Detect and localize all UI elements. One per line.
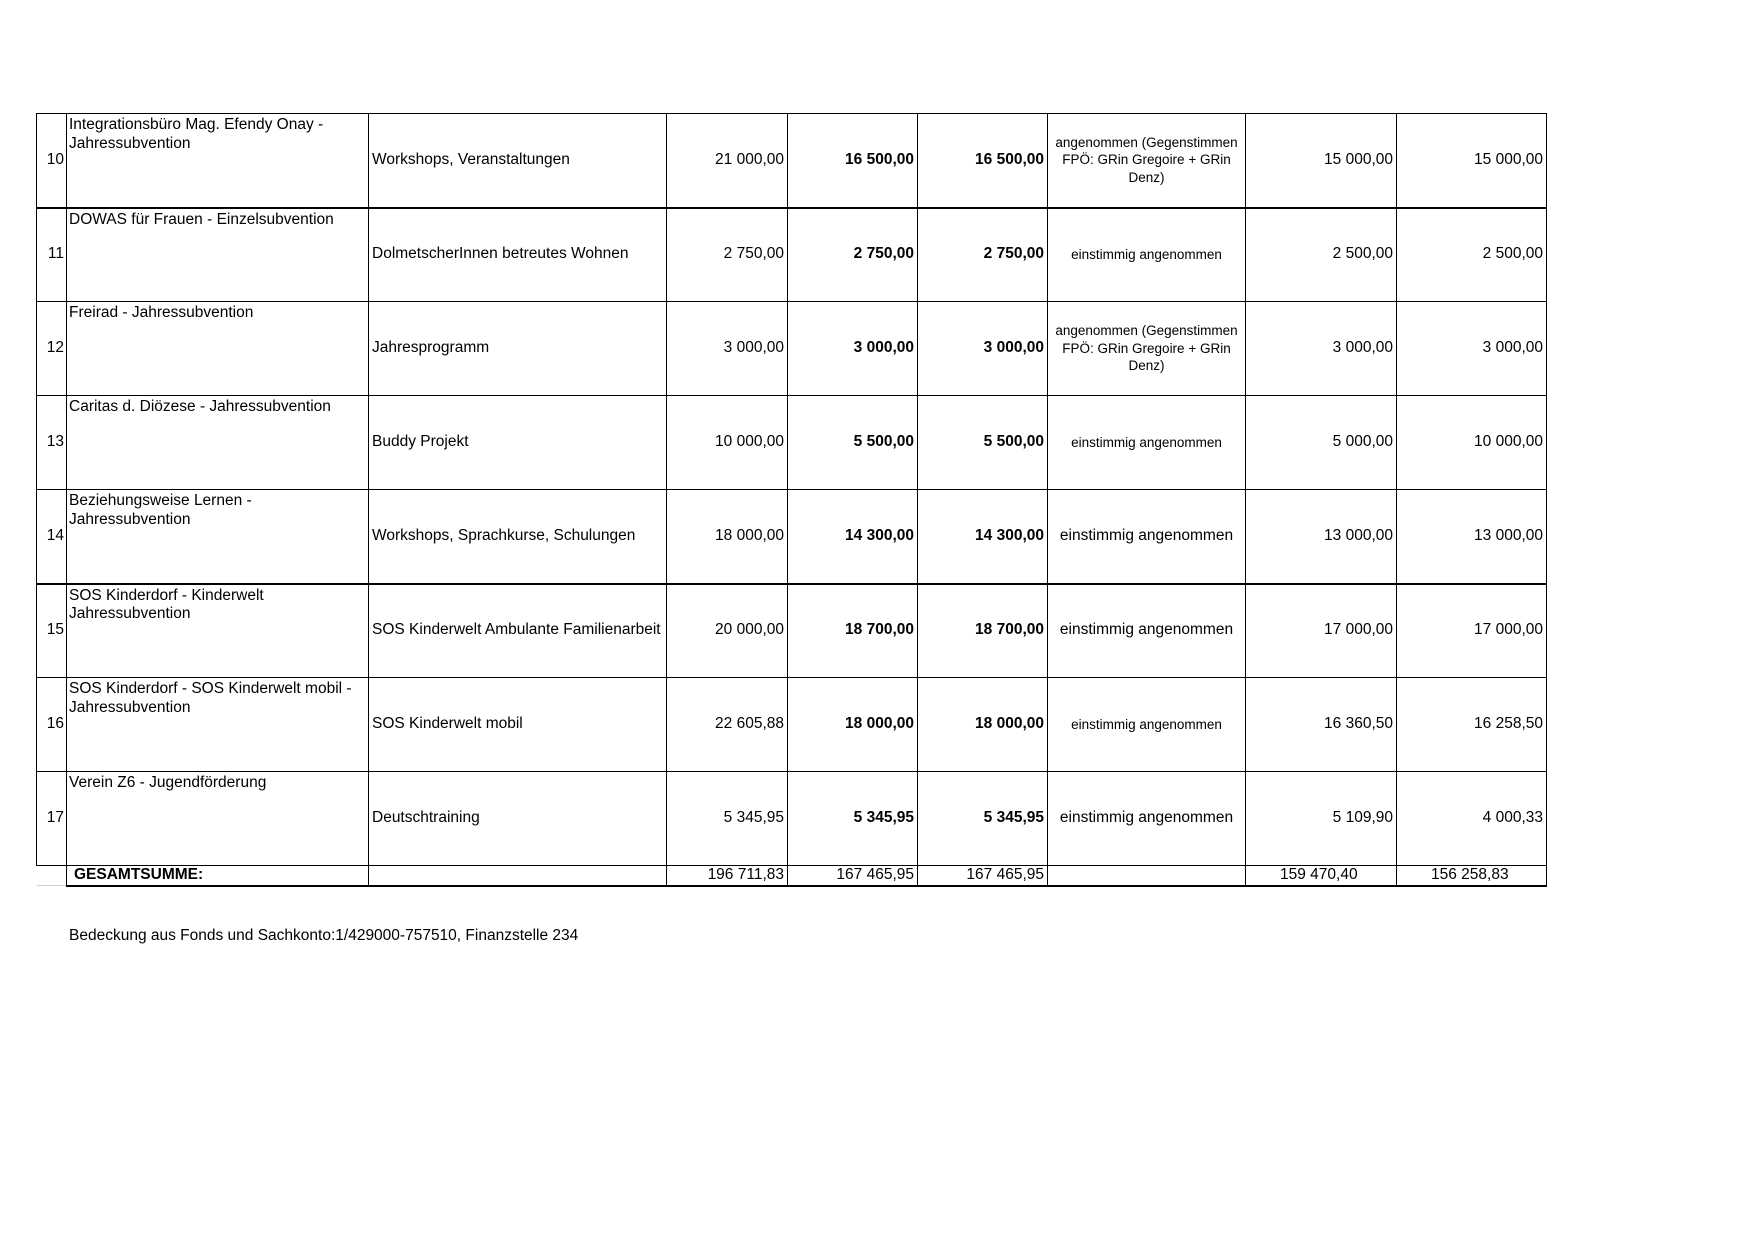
approved-amount: 2 750,00 [918, 208, 1048, 302]
prev-year-2-amount: 3 000,00 [1397, 302, 1547, 396]
subsidy-table [36, 113, 1547, 887]
row-number: 16 [37, 678, 67, 772]
purpose: SOS Kinderwelt mobil [369, 678, 667, 772]
decision: einstimmig angenommen [1048, 584, 1246, 678]
purpose: DolmetscherInnen betreutes Wohnen [369, 208, 667, 302]
total-prev-year-2: 156 258,83 [1397, 866, 1547, 886]
prev-year-1-amount: 16 360,50 [1246, 678, 1397, 772]
table-row [37, 584, 1547, 678]
table-row [37, 114, 1547, 208]
prev-year-2-amount: 17 000,00 [1397, 584, 1547, 678]
proposed-amount: 5 345,95 [788, 772, 918, 866]
recipient-name: SOS Kinderdorf - Kinderwelt Jahressubvention [67, 584, 369, 678]
table-row [37, 208, 1547, 302]
table-row [37, 302, 1547, 396]
requested-amount: 5 345,95 [667, 772, 788, 866]
row-number: 15 [37, 584, 67, 678]
approved-amount: 14 300,00 [918, 490, 1048, 584]
purpose: SOS Kinderwelt Ambulante Familienarbeit [369, 584, 667, 678]
purpose: Buddy Projekt [369, 396, 667, 490]
row-number: 17 [37, 772, 67, 866]
decision: einstimmig angenommen [1048, 772, 1246, 866]
purpose: Workshops, Sprachkurse, Schulungen [369, 490, 667, 584]
proposed-amount: 3 000,00 [788, 302, 918, 396]
prev-year-1-amount: 2 500,00 [1246, 208, 1397, 302]
row-number: 12 [37, 302, 67, 396]
proposed-amount: 2 750,00 [788, 208, 918, 302]
approved-amount: 5 345,95 [918, 772, 1048, 866]
prev-year-2-amount: 15 000,00 [1397, 114, 1547, 208]
decision: einstimmig angenommen [1048, 678, 1246, 772]
approved-amount: 5 500,00 [918, 396, 1048, 490]
recipient-name: Caritas d. Diözese - Jahressubvention [67, 396, 369, 490]
prev-year-2-amount: 13 000,00 [1397, 490, 1547, 584]
recipient-name: Integrationsbüro Mag. Efendy Onay - Jahressubvention [67, 114, 369, 208]
approved-amount: 16 500,00 [918, 114, 1048, 208]
requested-amount: 22 605,88 [667, 678, 788, 772]
requested-amount: 2 750,00 [667, 208, 788, 302]
decision: einstimmig angenommen [1048, 490, 1246, 584]
proposed-amount: 5 500,00 [788, 396, 918, 490]
purpose: Workshops, Veranstaltungen [369, 114, 667, 208]
table-row [37, 772, 1547, 866]
recipient-name: Verein Z6 - Jugendförderung [67, 772, 369, 866]
prev-year-1-amount: 17 000,00 [1246, 584, 1397, 678]
total-requested: 196 711,83 [667, 866, 788, 886]
table-row [37, 490, 1547, 584]
purpose: Deutschtraining [369, 772, 667, 866]
prev-year-2-amount: 2 500,00 [1397, 208, 1547, 302]
recipient-name: SOS Kinderdorf - SOS Kinderwelt mobil - Jahressubvention [67, 678, 369, 772]
prev-year-2-amount: 16 258,50 [1397, 678, 1547, 772]
requested-amount: 3 000,00 [667, 302, 788, 396]
proposed-amount: 18 700,00 [788, 584, 918, 678]
row-number: 13 [37, 396, 67, 490]
total-num-cell [37, 866, 67, 886]
requested-amount: 18 000,00 [667, 490, 788, 584]
table-row [37, 396, 1547, 490]
decision: einstimmig angenommen [1048, 208, 1246, 302]
total-purpose-cell [369, 866, 667, 886]
decision: angenommen (Gegenstimmen FPÖ: GRin Gregoire + GRin Denz) [1048, 114, 1246, 208]
purpose: Jahresprogramm [369, 302, 667, 396]
requested-amount: 20 000,00 [667, 584, 788, 678]
decision: angenommen (Gegenstimmen FPÖ: GRin Gregoire + GRin Denz) [1048, 302, 1246, 396]
prev-year-1-amount: 13 000,00 [1246, 490, 1397, 584]
recipient-name: DOWAS für Frauen - Einzelsubvention [67, 208, 369, 302]
recipient-name: Beziehungsweise Lernen - Jahressubvention [67, 490, 369, 584]
prev-year-1-amount: 15 000,00 [1246, 114, 1397, 208]
recipient-name: Freirad - Jahressubvention [67, 302, 369, 396]
proposed-amount: 14 300,00 [788, 490, 918, 584]
approved-amount: 3 000,00 [918, 302, 1048, 396]
requested-amount: 10 000,00 [667, 396, 788, 490]
prev-year-1-amount: 3 000,00 [1246, 302, 1397, 396]
total-prev-year-1: 159 470,40 [1246, 866, 1397, 886]
total-decision-cell [1048, 866, 1246, 886]
row-number: 10 [37, 114, 67, 208]
row-number: 14 [37, 490, 67, 584]
funding-note: Bedeckung aus Fonds und Sachkonto:1/429000-757510, Finanzstelle 234 [69, 927, 579, 944]
requested-amount: 21 000,00 [667, 114, 788, 208]
proposed-amount: 16 500,00 [788, 114, 918, 208]
prev-year-2-amount: 4 000,33 [1397, 772, 1547, 866]
decision: einstimmig angenommen [1048, 396, 1246, 490]
total-approved: 167 465,95 [918, 866, 1048, 886]
prev-year-2-amount: 10 000,00 [1397, 396, 1547, 490]
total-row [37, 866, 1547, 886]
total-label: GESAMTSUMME: [67, 866, 369, 886]
prev-year-1-amount: 5 109,90 [1246, 772, 1397, 866]
table-row [37, 678, 1547, 772]
prev-year-1-amount: 5 000,00 [1246, 396, 1397, 490]
approved-amount: 18 700,00 [918, 584, 1048, 678]
proposed-amount: 18 000,00 [788, 678, 918, 772]
total-proposed: 167 465,95 [788, 866, 918, 886]
approved-amount: 18 000,00 [918, 678, 1048, 772]
row-number: 11 [37, 208, 67, 302]
